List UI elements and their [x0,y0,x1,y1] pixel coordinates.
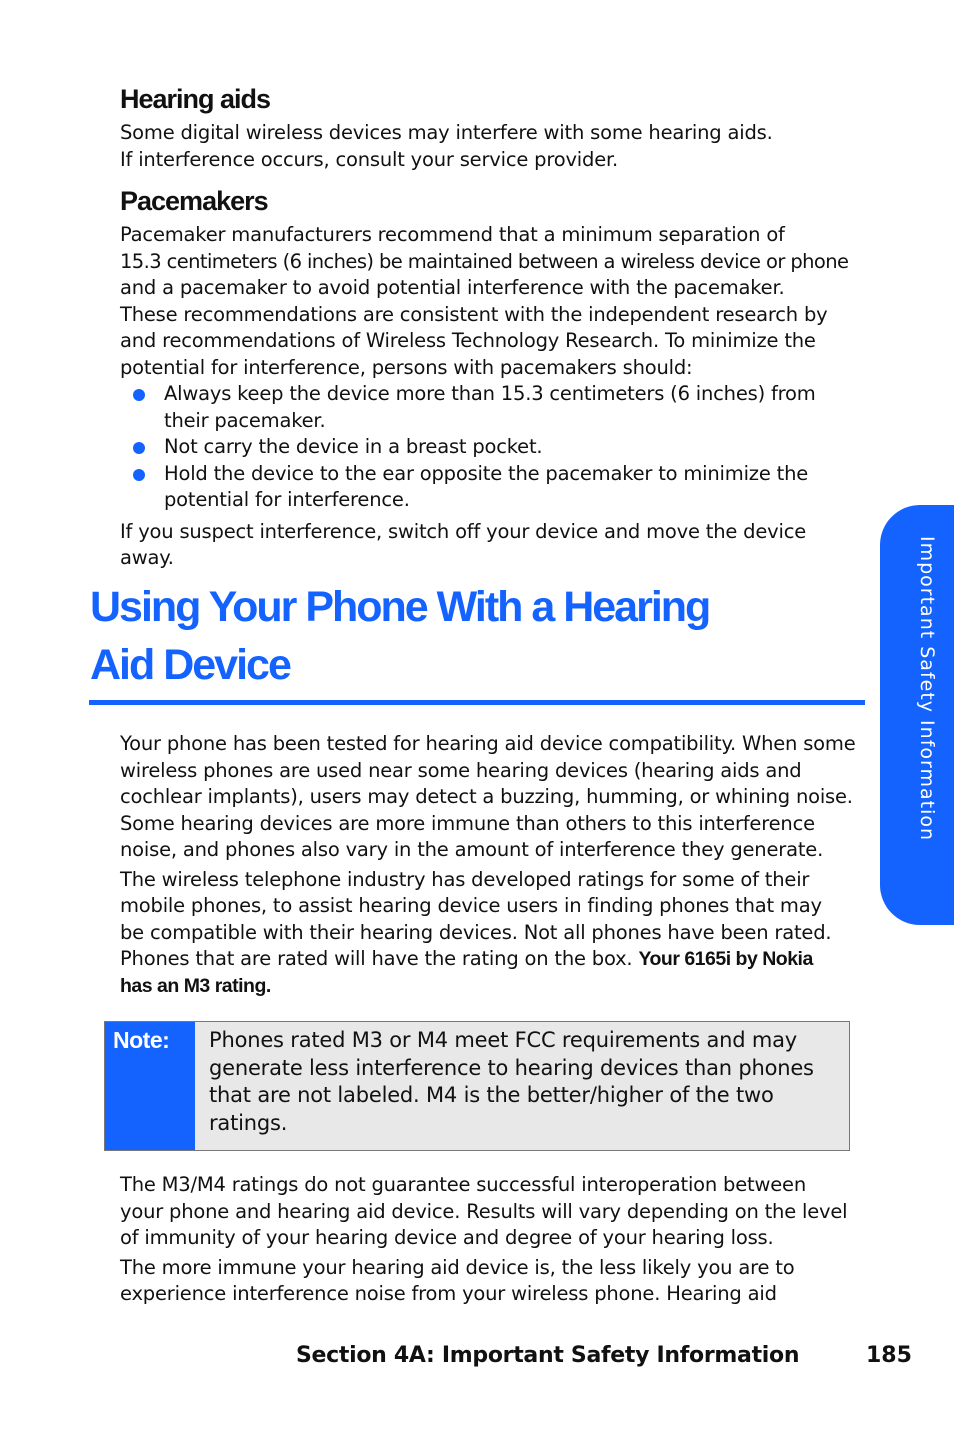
rating-statement-cont: has an M3 rating. [120,974,271,997]
ratings-details [120,1172,865,1308]
paragraph-3: The M3/M4 ratings do not guarantee successful interoperation between your phone and hearing aid device. Results will vary depending on the level of immunity of your hearing device and degree of your hearing loss. [120,1173,848,1249]
hearing-aids-section [120,84,865,173]
paragraph-2: The wireless telephone industry has developed ratings for some of their mobile phones, to assist hearing device users in finding phones that may be compatible with their hearing devices. Not all phones have been rated. Phones that are rated will have the rating on the box. Your 6165i by Nokia has an M3 rating. [120,867,832,997]
pacemaker-bullet-list [120,381,865,514]
list-item: Not carry the device in a breast pocket. [120,434,865,461]
bullet-icon [133,389,145,401]
list-item: Always keep the device more than 15.3 centimeters (6 inches) from their pacemaker. [120,381,865,434]
paragraph-4: The more immune your hearing aid device is, the less likely you are to experience interference noise from your wireless phone. Hearing aid [120,1255,795,1305]
rating-statement: Your 6165i by Nokia [638,948,813,970]
list-item: Hold the device to the ear opposite the pacemaker to minimize the potential for interference. [120,461,865,514]
footer-section-label: Section 4A: Important Safety Information [296,1343,800,1368]
pacemakers-heading: Pacemakers [120,186,268,216]
pacemakers-closing: If you suspect interference, switch off your device and move the device away. [120,519,807,569]
pacemakers-section [120,186,865,572]
side-tab-label: Important Safety Information [916,536,938,842]
title-divider [89,700,865,705]
section-title: Using Your Phone With a Hearing Aid Device [90,583,710,689]
note-label: Note: [105,1022,195,1150]
page-number: 185 [866,1343,912,1368]
hearing-aids-heading: Hearing aids [120,84,271,114]
hearing-aids-text: Some digital wireless devices may interfere with some hearing aids. If interference occurs, consult your service provider. [120,121,773,171]
paragraph-1: Your phone has been tested for hearing aid device compatibility. When some wireless phones are used near some hearing devices (hearing aids and cochlear implants), users may detect a buzzing, humming, or whining noise. Some hearing devices are more immune than others to this interference noise, and phones also vary in the amount of interference they generate. [120,732,856,861]
note-text: Phones rated M3 or M4 meet FCC requirements and may generate less interference to hearing devices than phones that are not labeled. M4 is the better/higher of the two ratings. [209,1028,814,1135]
hearing-aid-intro [120,731,865,999]
note-box [104,1021,850,1151]
pacemakers-text: Pacemaker manufacturers recommend that a minimum separation of 15.3 centimeters (6 inches) be maintained between a wireless device or phone and a pacemaker to avoid potential interference with the pacemaker. These recommendations are consistent with the independent research by and recommendations of Wireless Technology Research. To minimize the potential for interference, persons with pacemakers should: [120,223,849,379]
bullet-icon [133,442,145,454]
bullet-icon [133,469,145,481]
